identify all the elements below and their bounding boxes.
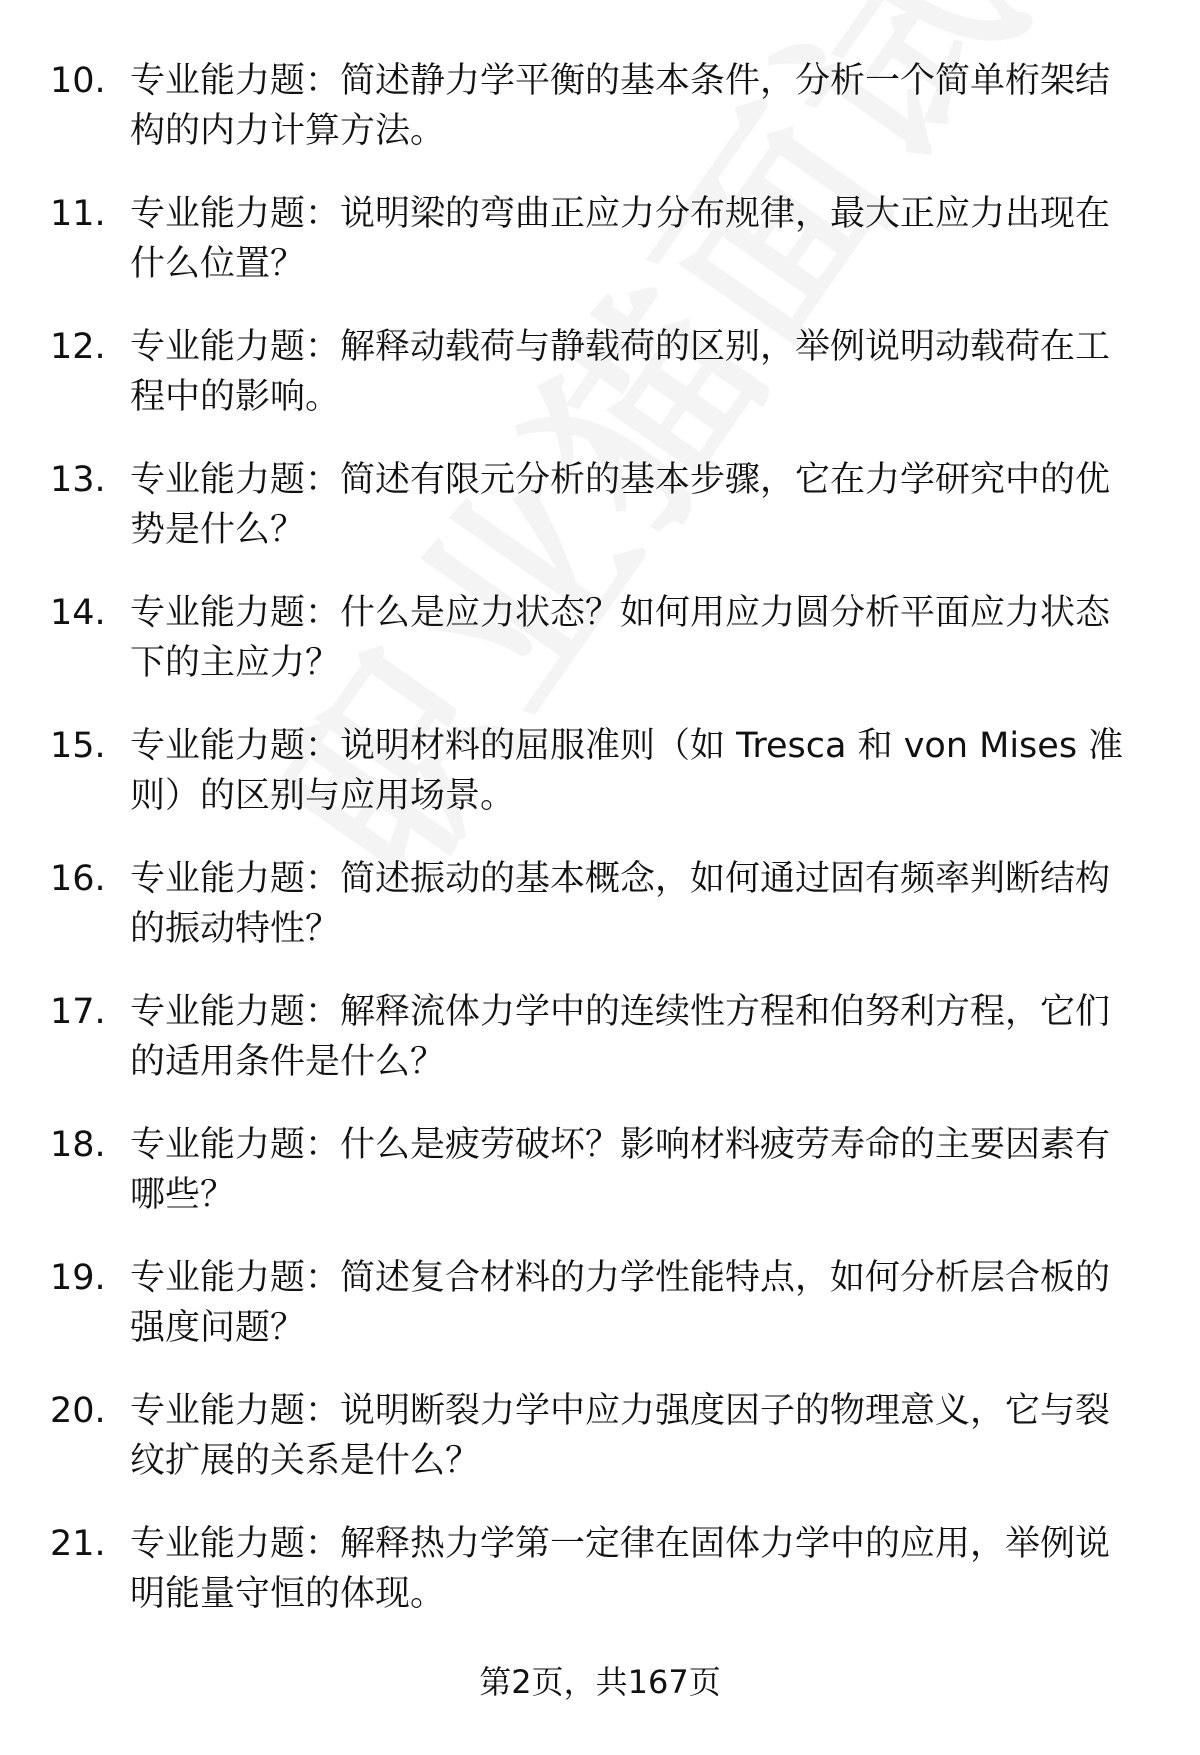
question-number: 16. — [50, 859, 106, 899]
question-text: 专业能力题：说明断裂力学中应力强度因子的物理意义，它与裂纹扩展的关系是什么？ — [130, 1391, 1111, 1481]
question-number: 10. — [50, 61, 106, 101]
question-text: 专业能力题：简述静力学平衡的基本条件，分析一个简单桁架结构的内力计算方法。 — [130, 61, 1111, 151]
question-number: 11. — [50, 194, 106, 234]
question-item — [0, 987, 1200, 1080]
question-item — [0, 189, 1200, 282]
question-item — [0, 1120, 1200, 1213]
question-number: 21. — [50, 1524, 106, 1564]
question-item — [0, 322, 1200, 415]
question-item — [0, 1519, 1200, 1612]
question-item — [0, 1253, 1200, 1346]
question-text: 专业能力题：简述有限元分析的基本步骤，它在力学研究中的优势是什么？ — [130, 460, 1111, 550]
page-footer: 第2页，共167页 — [479, 1663, 721, 1701]
question-item — [0, 1386, 1200, 1479]
question-text: 专业能力题：解释热力学第一定律在固体力学中的应用，举例说明能量守恒的体现。 — [130, 1524, 1111, 1614]
question-text: 专业能力题：简述振动的基本概念，如何通过固有频率判断结构的振动特性？ — [130, 859, 1111, 949]
question-text: 专业能力题：简述复合材料的力学性能特点，如何分析层合板的强度问题？ — [130, 1258, 1111, 1348]
question-number: 12. — [50, 327, 106, 367]
question-item — [0, 721, 1200, 814]
question-number: 20. — [50, 1391, 106, 1431]
question-text: 专业能力题：说明梁的弯曲正应力分布规律，最大正应力出现在什么位置？ — [130, 194, 1111, 284]
question-item — [0, 588, 1200, 681]
question-text: 专业能力题：什么是应力状态？如何用应力圆分析平面应力状态下的主应力？ — [130, 593, 1111, 683]
question-number: 17. — [50, 992, 106, 1032]
question-number: 15. — [50, 726, 106, 766]
question-text: 专业能力题：解释流体力学中的连续性方程和伯努利方程，它们的适用条件是什么？ — [130, 992, 1111, 1082]
question-text: 专业能力题：解释动载荷与静载荷的区别，举例说明动载荷在工程中的影响。 — [130, 327, 1111, 417]
question-number: 13. — [50, 460, 106, 500]
question-number: 14. — [50, 593, 106, 633]
question-item — [0, 854, 1200, 947]
question-text: 专业能力题：什么是疲劳破坏？影响材料疲劳寿命的主要因素有哪些？ — [130, 1125, 1111, 1215]
question-list — [0, 56, 1200, 1652]
question-item — [0, 455, 1200, 548]
question-item — [0, 56, 1200, 149]
question-number: 18. — [50, 1125, 106, 1165]
question-number: 19. — [50, 1258, 106, 1298]
question-text: 专业能力题：说明材料的屈服准则（如 Tresca 和 von Mises 准则）的区别与应用场景。 — [130, 726, 1124, 816]
